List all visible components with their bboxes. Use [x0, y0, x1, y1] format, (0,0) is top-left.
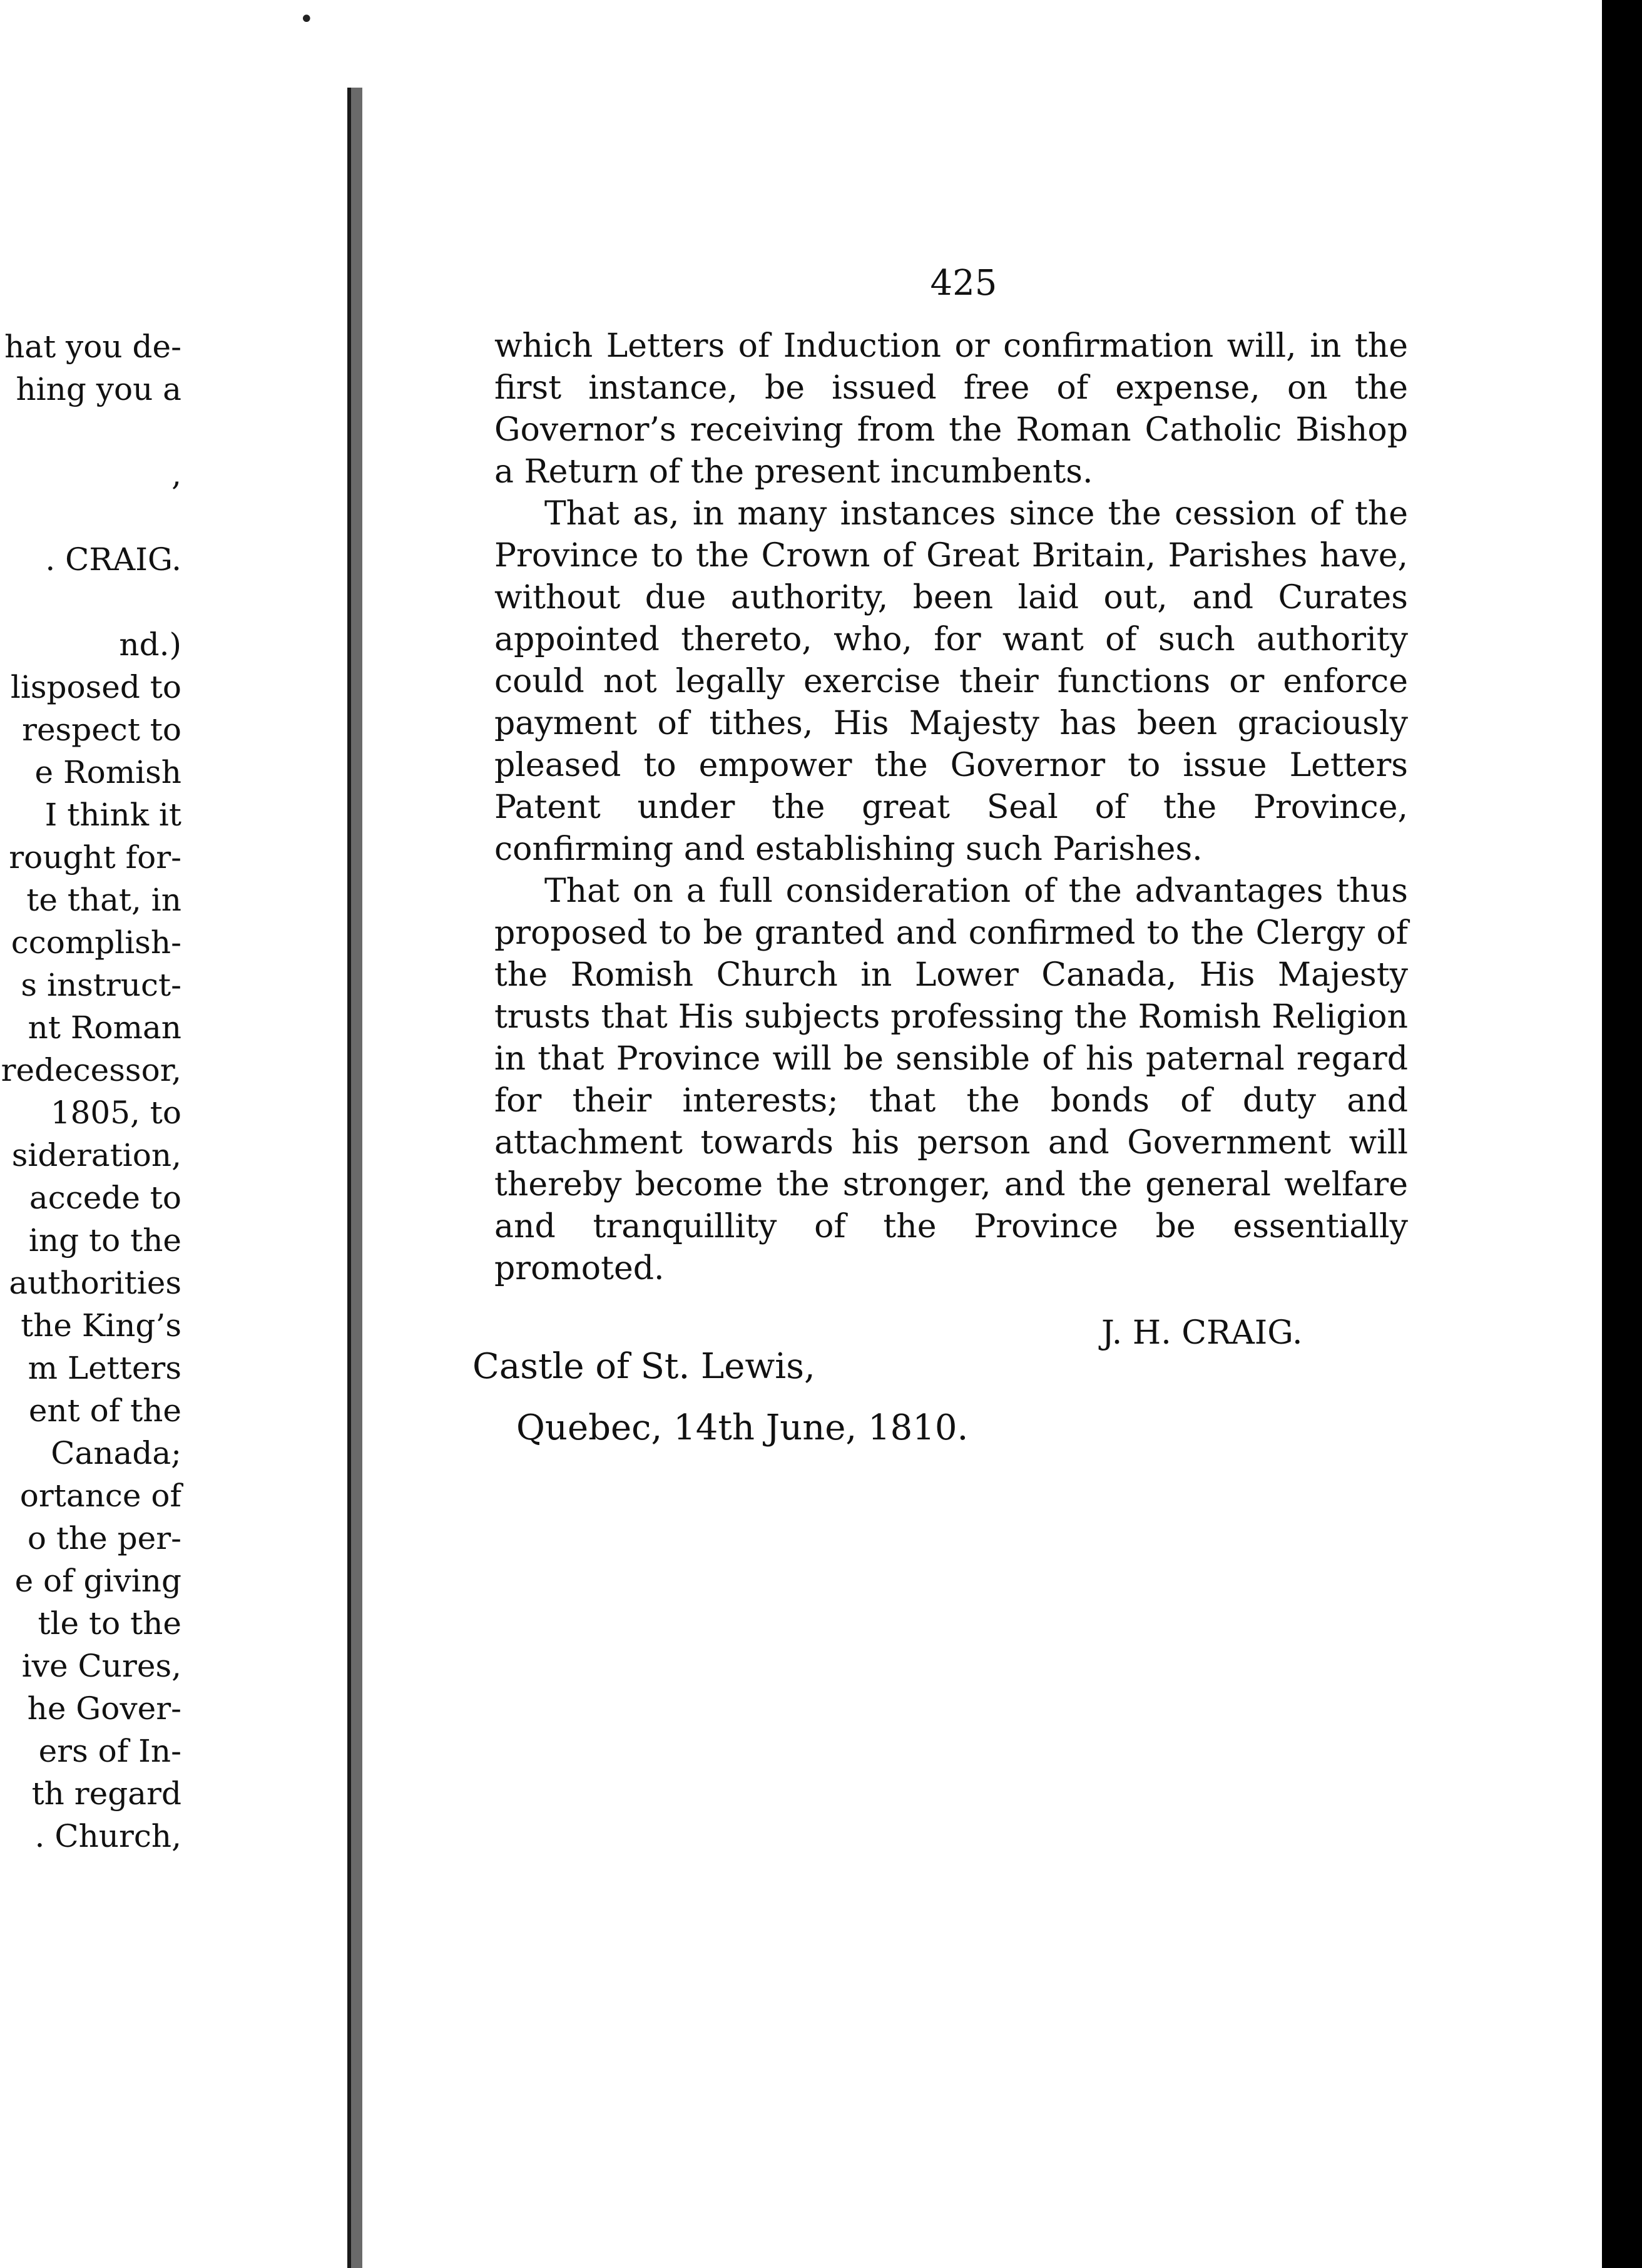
left-page-line: hing you a — [16, 371, 181, 407]
left-page-line: rought for- — [9, 839, 181, 876]
left-page-line: ive Cures, — [21, 1648, 181, 1684]
left-page-line: nd.) — [119, 626, 181, 663]
left-page-line: o the per- — [27, 1520, 181, 1556]
left-page-text-fragments — [1, 325, 181, 1857]
left-page — [0, 88, 350, 2268]
signature: J. H. CRAIG. — [1101, 1314, 1303, 1352]
paragraph-1: which Letters of Induction or confirmation will, in the first instance, be issued free of expense, on the Governor’s receiving from the Roman Catholic Bishop a Return of the present incumbents. — [494, 327, 1408, 491]
left-page-line: m Letters — [28, 1350, 181, 1386]
left-page-line: e of giving — [14, 1563, 181, 1599]
left-page-line: ers of In- — [38, 1733, 181, 1769]
dateline-date: Quebec, 14th June, 1810. — [516, 1407, 969, 1448]
left-page-line: redecessor, — [1, 1052, 181, 1088]
page-body — [494, 325, 1408, 1290]
left-page-line: ing to the — [28, 1222, 181, 1259]
scan-speck-mark: • — [299, 5, 314, 34]
left-page-line: . Church, — [34, 1818, 181, 1854]
left-page-line: tle to the — [38, 1605, 181, 1642]
scan-dark-edge — [1602, 0, 1642, 2268]
left-page-line: te that, in — [26, 882, 181, 918]
left-page-line: 1805, to — [50, 1095, 181, 1131]
left-page-line: respect to — [22, 712, 181, 748]
left-page-line: hat you de- — [4, 329, 181, 365]
dateline — [472, 1336, 968, 1459]
left-page-line: accede to — [29, 1180, 181, 1216]
left-page-line: e Romish — [34, 754, 181, 790]
gutter-shadow — [351, 88, 362, 2268]
left-page-line: , — [171, 456, 181, 493]
dateline-place: Castle of St. Lewis, — [472, 1346, 815, 1387]
left-page-line: ccomplish- — [11, 924, 181, 961]
left-page-line: ortance of — [19, 1478, 181, 1514]
paragraph-3: That on a full consideration of the advantages thus proposed to be granted and confirmed to the Clergy of the Romish Church in Lower Canada, His Majesty trusts that His subjects professing the Romish Religion in that Province will be sensible of his paternal regard for their interests; that the bonds of duty and attachment towards his person and Government will thereby become the stronger, and the general welfare and tranquillity of the Province be essentially promoted. — [494, 872, 1408, 1287]
left-page-line: Canada; — [51, 1435, 181, 1471]
left-page-line: . CRAIG. — [45, 541, 181, 578]
left-page-line: sideration, — [11, 1137, 181, 1173]
left-page-line: th regard — [31, 1775, 181, 1812]
page-number: 425 — [930, 263, 997, 304]
left-page-line: lisposed to — [10, 669, 181, 705]
left-page-line: I think it — [44, 797, 181, 833]
left-page-line: he Gover- — [27, 1690, 181, 1727]
left-page-line: s instruct- — [21, 967, 181, 1003]
left-page-line: the King’s — [21, 1307, 181, 1344]
left-page-line: nt Roman — [28, 1009, 181, 1046]
left-page-line: ent of the — [28, 1392, 181, 1429]
paragraph-2: That as, in many instances since the cession of the Province to the Crown of Great Britain, Parishes have, without due authority, been laid out, and Curates appointed thereto, who, for want of such authority could not legally exercise their functions or enforce payment of tithes, His Majesty has been graciously pleased to empower the Governor to issue Letters Patent under the great Seal of the Province, confirming and establishing such Parishes. — [494, 495, 1408, 868]
left-page-line: authorities — [9, 1265, 181, 1301]
